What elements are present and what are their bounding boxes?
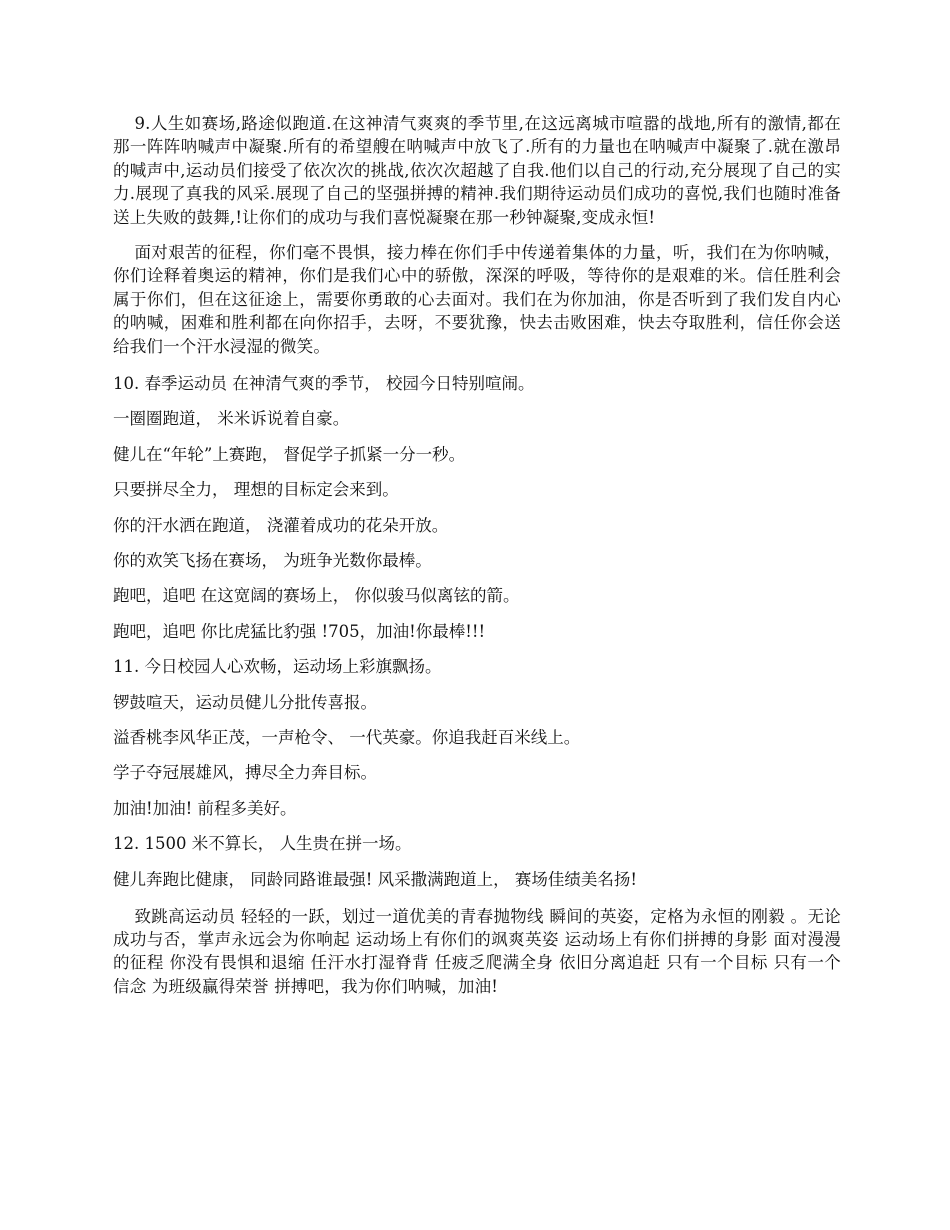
document-body xyxy=(113,112,841,998)
poem-line: 健儿奔跑比健康， 同龄同路谁最强! 风采撒满跑道上， 赛场佳绩美名扬! xyxy=(113,869,637,889)
poem-line: 10. 春季运动员 在神清气爽的季节， 校园今日特别喧闹。 xyxy=(113,374,535,394)
poem-line: 你的汗水洒在跑道， 浇灌着成功的花朵开放。 xyxy=(113,515,449,535)
paragraph-9: 9.人生如赛场,路途似跑道.在这神清气爽爽的季节里,在这远离城市喧嚣的战地,所有的激情,都在那一阵阵呐喊声中凝聚.所有的希望艘在呐喊声中放飞了.所有的力量也在呐喊声中凝聚了.就在激昂的喊声中,运动员们接受了依次次的挑战,依次次超越了自我.他们以自己的行动,充分展现了自己的实力.展现了真我的风采.展现了自己的坚强拼搏的精神.我们期待运动员们成功的喜悦,我们也随时准备送上失败的鼓舞,!让你们的成功与我们喜悦凝聚在那一秒钟凝聚,变成永恒! xyxy=(113,114,841,227)
poem-line: 跑吧，追吧 在这宽阔的赛场上， 你似骏马似离铉的箭。 xyxy=(113,586,520,606)
poem-lines xyxy=(113,372,841,890)
poem-line: 只要拼尽全力， 理想的目标定会来到。 xyxy=(113,480,399,500)
poem-line: 你的欢笑飞扬在赛场， 为班争光数你最棒。 xyxy=(113,551,432,571)
poem-line: 学子夺冠展雄风，搏尽全力奔目标。 xyxy=(113,763,377,783)
poem-line: 健儿在“年轮”上赛跑， 督促学子抓紧一分一秒。 xyxy=(113,444,466,464)
poem-line: 跑吧，追吧 你比虎猛比豹强 !705，加油!你最棒!!! xyxy=(113,621,486,641)
poem-line: 溢香桃李风华正茂，一声枪令、 一代英豪。你追我赶百米线上。 xyxy=(113,727,581,747)
poem-line: 一圈圈跑道， 米米诉说着自豪。 xyxy=(113,409,350,429)
poem-line: 11. 今日校园人心欢畅，运动场上彩旗飘扬。 xyxy=(113,657,442,677)
poem-line: 锣鼓喧天，运动员健儿分批传喜报。 xyxy=(113,692,377,712)
paragraph-encouragement: 面对艰苦的征程，你们毫不畏惧，接力棒在你们手中传递着集体的力量，听，我们在为你呐喊，你们诠释着奥运的精神，你们是我们心中的骄傲，深深的呼吸，等待你的是艰难的米。信任胜利会属于你们，但在这征途上，需要你勇敢的心去面对。我们在为你加油，你是否听到了我们发自内心的呐喊，困难和胜利都在向你招手，去呀，不要犹豫，快去击败困难，快去夺取胜利，信任你会送给我们一个汗水浸湿的微笑。 xyxy=(113,243,841,356)
poem-line: 加油!加油! 前程多美好。 xyxy=(113,798,297,818)
poem-line: 12. 1500 米不算长， 人生贵在拼一场。 xyxy=(113,834,412,854)
paragraph-high-jump: 致跳高运动员 轻轻的一跃，划过一道优美的青春抛物线 瞬间的英姿，定格为永恒的刚毅 。无论成功与否，掌声永远会为你响起 运动场上有你们的飒爽英姿 运动场上有你们拼搏的身影 面对漫漫的征程 你没有畏惧和退缩 任汗水打湿脊背 任疲乏爬满全身 依旧分离追赶 只有一个目标 只有一个信念 为班级赢得荣誉 拼搏吧，我为你们呐喊，加油! xyxy=(113,906,841,996)
